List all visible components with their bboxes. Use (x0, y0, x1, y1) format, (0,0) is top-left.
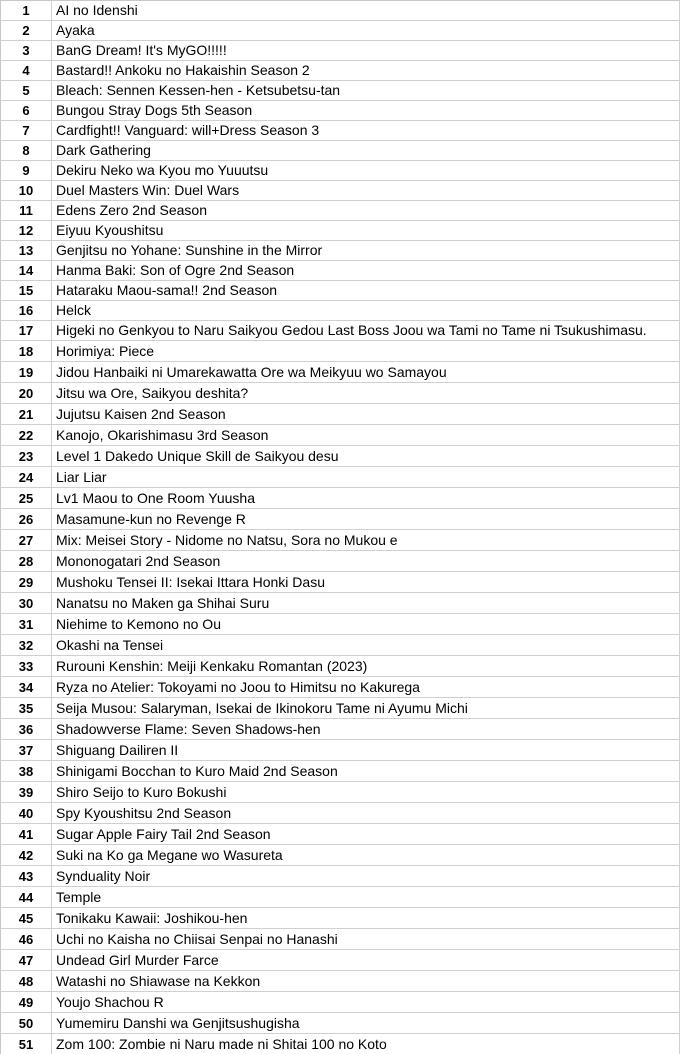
title-cell[interactable]: Niehime to Kemono no Ou (52, 614, 680, 635)
title-cell[interactable]: Shiguang Dailiren II (52, 740, 680, 761)
table-row (1, 425, 680, 446)
row-number-cell[interactable]: 50 (1, 1013, 52, 1034)
table-row (1, 845, 680, 866)
title-cell[interactable]: Ayaka (52, 21, 680, 41)
row-number-cell[interactable]: 32 (1, 635, 52, 656)
row-number-cell[interactable]: 47 (1, 950, 52, 971)
title-cell[interactable]: Mushoku Tensei II: Isekai Ittara Honki Dasu (52, 572, 680, 593)
title-cell[interactable]: Mix: Meisei Story - Nidome no Natsu, Sora no Mukou e (52, 530, 680, 551)
title-cell[interactable]: Zom 100: Zombie ni Naru made ni Shitai 100 no Koto (52, 1034, 680, 1054)
row-number-cell[interactable]: 3 (1, 41, 52, 61)
row-number-cell[interactable]: 11 (1, 201, 52, 221)
title-cell[interactable]: Dark Gathering (52, 141, 680, 161)
table-row (1, 362, 680, 383)
title-cell[interactable]: Hanma Baki: Son of Ogre 2nd Season (52, 261, 680, 281)
table-row (1, 1013, 680, 1034)
table-row (1, 446, 680, 467)
table-row (1, 1, 680, 21)
title-cell[interactable]: Watashi no Shiawase na Kekkon (52, 971, 680, 992)
row-number-cell[interactable]: 17 (1, 321, 52, 341)
table-row (1, 383, 680, 404)
table-row (1, 635, 680, 656)
row-number-cell[interactable]: 49 (1, 992, 52, 1013)
table-row (1, 467, 680, 488)
row-number-cell[interactable]: 18 (1, 341, 52, 362)
row-number-cell[interactable]: 7 (1, 121, 52, 141)
table-row (1, 740, 680, 761)
row-number-cell[interactable]: 46 (1, 929, 52, 950)
table-row (1, 992, 680, 1013)
title-cell[interactable]: Nanatsu no Maken ga Shihai Suru (52, 593, 680, 614)
title-cell[interactable]: Bungou Stray Dogs 5th Season (52, 101, 680, 121)
title-cell[interactable]: Bleach: Sennen Kessen-hen - Ketsubetsu-tan (52, 81, 680, 101)
title-cell[interactable]: Bastard!! Ankoku no Hakaishin Season 2 (52, 61, 680, 81)
row-number-cell[interactable]: 24 (1, 467, 52, 488)
title-cell[interactable]: Shadowverse Flame: Seven Shadows-hen (52, 719, 680, 740)
table-row (1, 261, 680, 281)
row-number-cell[interactable]: 12 (1, 221, 52, 241)
row-number-cell[interactable]: 9 (1, 161, 52, 181)
table-row (1, 101, 680, 121)
title-cell[interactable]: BanG Dream! It's MyGO!!!!! (52, 41, 680, 61)
grid-body (1, 1, 680, 1054)
row-number-cell[interactable]: 10 (1, 181, 52, 201)
table-row (1, 301, 680, 321)
table-row (1, 656, 680, 677)
table-row (1, 572, 680, 593)
title-cell[interactable]: Uchi no Kaisha no Chiisai Senpai no Hanashi (52, 929, 680, 950)
row-number-cell[interactable]: 42 (1, 845, 52, 866)
row-number-cell[interactable]: 30 (1, 593, 52, 614)
title-cell[interactable]: Spy Kyoushitsu 2nd Season (52, 803, 680, 824)
table-row (1, 782, 680, 803)
title-cell[interactable]: Ryza no Atelier: Tokoyami no Joou to Himitsu no Kakurega (52, 677, 680, 698)
row-number-cell[interactable]: 39 (1, 782, 52, 803)
title-cell[interactable]: Hataraku Maou-sama!! 2nd Season (52, 281, 680, 301)
title-cell[interactable]: AI no Idenshi (52, 1, 680, 21)
title-cell[interactable]: Shinigami Bocchan to Kuro Maid 2nd Season (52, 761, 680, 782)
row-number-cell[interactable]: 40 (1, 803, 52, 824)
table-row (1, 41, 680, 61)
row-number-cell[interactable]: 6 (1, 101, 52, 121)
row-number-cell[interactable]: 44 (1, 887, 52, 908)
row-number-cell[interactable]: 19 (1, 362, 52, 383)
row-number-cell[interactable]: 45 (1, 908, 52, 929)
row-number-cell[interactable]: 27 (1, 530, 52, 551)
table-row (1, 21, 680, 41)
title-cell[interactable]: Sugar Apple Fairy Tail 2nd Season (52, 824, 680, 845)
row-number-cell[interactable]: 38 (1, 761, 52, 782)
table-row (1, 551, 680, 572)
table-row (1, 698, 680, 719)
title-cell[interactable]: Jujutsu Kaisen 2nd Season (52, 404, 680, 425)
title-cell[interactable]: Duel Masters Win: Duel Wars (52, 181, 680, 201)
table-row (1, 719, 680, 740)
table-row (1, 1034, 680, 1054)
title-cell[interactable]: Youjo Shachou R (52, 992, 680, 1013)
table-row (1, 281, 680, 301)
title-cell[interactable]: Genjitsu no Yohane: Sunshine in the Mirror (52, 241, 680, 261)
table-row (1, 161, 680, 181)
row-number-cell[interactable]: 35 (1, 698, 52, 719)
row-number-cell[interactable]: 37 (1, 740, 52, 761)
table-row (1, 509, 680, 530)
row-number-cell[interactable]: 26 (1, 509, 52, 530)
table-row (1, 824, 680, 845)
table-row (1, 404, 680, 425)
table-row (1, 181, 680, 201)
row-number-cell[interactable]: 22 (1, 425, 52, 446)
title-cell[interactable]: Helck (52, 301, 680, 321)
table-row (1, 221, 680, 241)
row-number-cell[interactable]: 14 (1, 261, 52, 281)
row-number-cell[interactable]: 16 (1, 301, 52, 321)
row-number-cell[interactable]: 48 (1, 971, 52, 992)
title-cell[interactable]: Undead Girl Murder Farce (52, 950, 680, 971)
table-row (1, 677, 680, 698)
table-row (1, 341, 680, 362)
title-cell[interactable]: Temple (52, 887, 680, 908)
row-number-cell[interactable]: 5 (1, 81, 52, 101)
row-number-cell[interactable]: 29 (1, 572, 52, 593)
title-cell[interactable]: Suki na Ko ga Megane wo Wasureta (52, 845, 680, 866)
row-number-cell[interactable]: 28 (1, 551, 52, 572)
title-cell[interactable]: Dekiru Neko wa Kyou mo Yuuutsu (52, 161, 680, 181)
row-number-cell[interactable]: 25 (1, 488, 52, 509)
title-cell[interactable]: Synduality Noir (52, 866, 680, 887)
title-cell[interactable]: Level 1 Dakedo Unique Skill de Saikyou desu (52, 446, 680, 467)
table-row (1, 803, 680, 824)
title-cell[interactable]: Kanojo, Okarishimasu 3rd Season (52, 425, 680, 446)
row-number-cell[interactable]: 51 (1, 1034, 52, 1054)
row-number-cell[interactable]: 36 (1, 719, 52, 740)
row-number-cell[interactable]: 15 (1, 281, 52, 301)
table-row (1, 908, 680, 929)
title-cell[interactable]: Mononogatari 2nd Season (52, 551, 680, 572)
row-number-cell[interactable]: 31 (1, 614, 52, 635)
title-cell[interactable]: Horimiya: Piece (52, 341, 680, 362)
table-row (1, 866, 680, 887)
row-number-cell[interactable]: 33 (1, 656, 52, 677)
title-cell[interactable]: Jitsu wa Ore, Saikyou deshita? (52, 383, 680, 404)
row-number-cell[interactable]: 2 (1, 21, 52, 41)
title-cell[interactable]: Eiyuu Kyoushitsu (52, 221, 680, 241)
row-number-cell[interactable]: 43 (1, 866, 52, 887)
table-row (1, 321, 680, 341)
title-cell[interactable]: Higeki no Genkyou to Naru Saikyou Gedou Last Boss Joou wa Tami no Tame ni Tsukushimasu. (52, 321, 680, 341)
table-row (1, 614, 680, 635)
table-row (1, 141, 680, 161)
title-cell[interactable]: Seija Musou: Salaryman, Isekai de Ikinokoru Tame ni Ayumu Michi (52, 698, 680, 719)
title-cell[interactable]: Yumemiru Danshi wa Genjitsushugisha (52, 1013, 680, 1034)
table-row (1, 121, 680, 141)
title-cell[interactable]: Tonikaku Kawaii: Joshikou-hen (52, 908, 680, 929)
row-number-cell[interactable]: 20 (1, 383, 52, 404)
title-cell[interactable]: Shiro Seijo to Kuro Bokushi (52, 782, 680, 803)
title-cell[interactable]: Edens Zero 2nd Season (52, 201, 680, 221)
table-row (1, 929, 680, 950)
table-row (1, 950, 680, 971)
title-cell[interactable]: Rurouni Kenshin: Meiji Kenkaku Romantan (2023) (52, 656, 680, 677)
row-number-cell[interactable]: 34 (1, 677, 52, 698)
table-row (1, 971, 680, 992)
table-row (1, 81, 680, 101)
row-number-cell[interactable]: 21 (1, 404, 52, 425)
title-cell[interactable]: Jidou Hanbaiki ni Umarekawatta Ore wa Meikyuu wo Samayou (52, 362, 680, 383)
row-number-cell[interactable]: 23 (1, 446, 52, 467)
title-cell[interactable]: Cardfight!! Vanguard: will+Dress Season 3 (52, 121, 680, 141)
row-number-cell[interactable]: 41 (1, 824, 52, 845)
title-cell[interactable]: Lv1 Maou to One Room Yuusha (52, 488, 680, 509)
table-row (1, 488, 680, 509)
table-row (1, 593, 680, 614)
title-cell[interactable]: Liar Liar (52, 467, 680, 488)
table-row (1, 530, 680, 551)
row-number-cell[interactable]: 13 (1, 241, 52, 261)
title-cell[interactable]: Okashi na Tensei (52, 635, 680, 656)
row-number-cell[interactable]: 4 (1, 61, 52, 81)
table-row (1, 61, 680, 81)
table-row (1, 887, 680, 908)
table-row (1, 761, 680, 782)
table-row (1, 201, 680, 221)
row-number-cell[interactable]: 8 (1, 141, 52, 161)
title-cell[interactable]: Masamune-kun no Revenge R (52, 509, 680, 530)
row-number-cell[interactable]: 1 (1, 1, 52, 21)
table-row (1, 241, 680, 261)
